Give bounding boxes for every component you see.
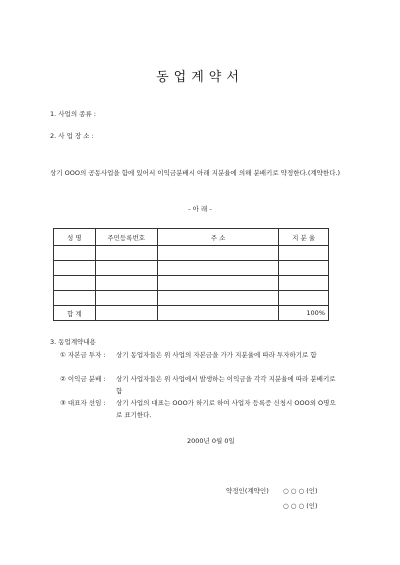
table-cell [95,246,157,261]
table-cell [279,261,329,276]
table-cell [157,306,278,321]
table-cell [95,306,157,321]
table-row [54,291,329,306]
clause-text: 상기 사업자들은 위 사업에서 발생하는 이익금을 각각 지분율에 따라 분배키로 함 [116,375,336,395]
table-cell [54,246,96,261]
signatory-line-1: ○ ○ ○ (인) [283,487,318,495]
table-cell [157,291,278,306]
section-label: - 아 래 - [188,205,212,213]
total-label: 합 계 [54,306,96,321]
business-place-item: 2. 사 업 장 소 : [50,132,94,140]
table-row [54,261,329,276]
table-cell [54,291,96,306]
total-ratio: 100% [279,306,329,321]
agreement-paragraph: 상기 OOO의 공동사업을 함에 있어서 이익금분배시 아래 지분율에 의해 분배키로 약정한다.(계약한다.) [50,169,341,177]
clause-label: ② 이익금 분배 : [60,375,106,383]
table-cell [54,276,96,291]
table-header-row [54,229,329,246]
table-row [54,246,329,261]
header-address: 주 소 [157,229,278,246]
document-title: 동업계약서 [156,70,244,85]
clause-text: 상기 사업의 대표는 OOO가 하기로 하여 사업자 등록증 신청시 OOO외 O명으로 표기한다. [116,399,336,419]
header-id-number: 주민등록번호 [95,229,157,246]
share-table [53,228,329,321]
table-total-row [54,306,329,321]
table-cell [157,276,278,291]
table-cell [157,261,278,276]
table-cell [95,276,157,291]
contract-date: 2000년 0월 0일 [187,437,235,445]
clause-text: 상기 동업자들은 위 사업의 자본금을 가가 지분율에 따라 투자하기로 함 [116,351,317,359]
header-share-ratio: 지 분 율 [279,229,329,246]
contract-heading: 3. 동업계약내용 [50,338,96,346]
clause-label: ① 자본금 투자 : [60,351,106,359]
table-cell [157,246,278,261]
signatory-line-2: ○ ○ ○ (인) [283,502,318,510]
table-cell [279,246,329,261]
table-row [54,276,329,291]
table-cell [95,291,157,306]
table-cell [54,261,96,276]
table-cell [279,276,329,291]
clause-label: ③ 대표자 선임 : [60,399,106,407]
table-cell [95,261,157,276]
header-name: 성 명 [54,229,96,246]
table-cell [279,291,329,306]
business-type-item: 1. 사업의 종류 : [50,110,96,118]
signatory-label: 약정인(계약인) [226,487,269,495]
